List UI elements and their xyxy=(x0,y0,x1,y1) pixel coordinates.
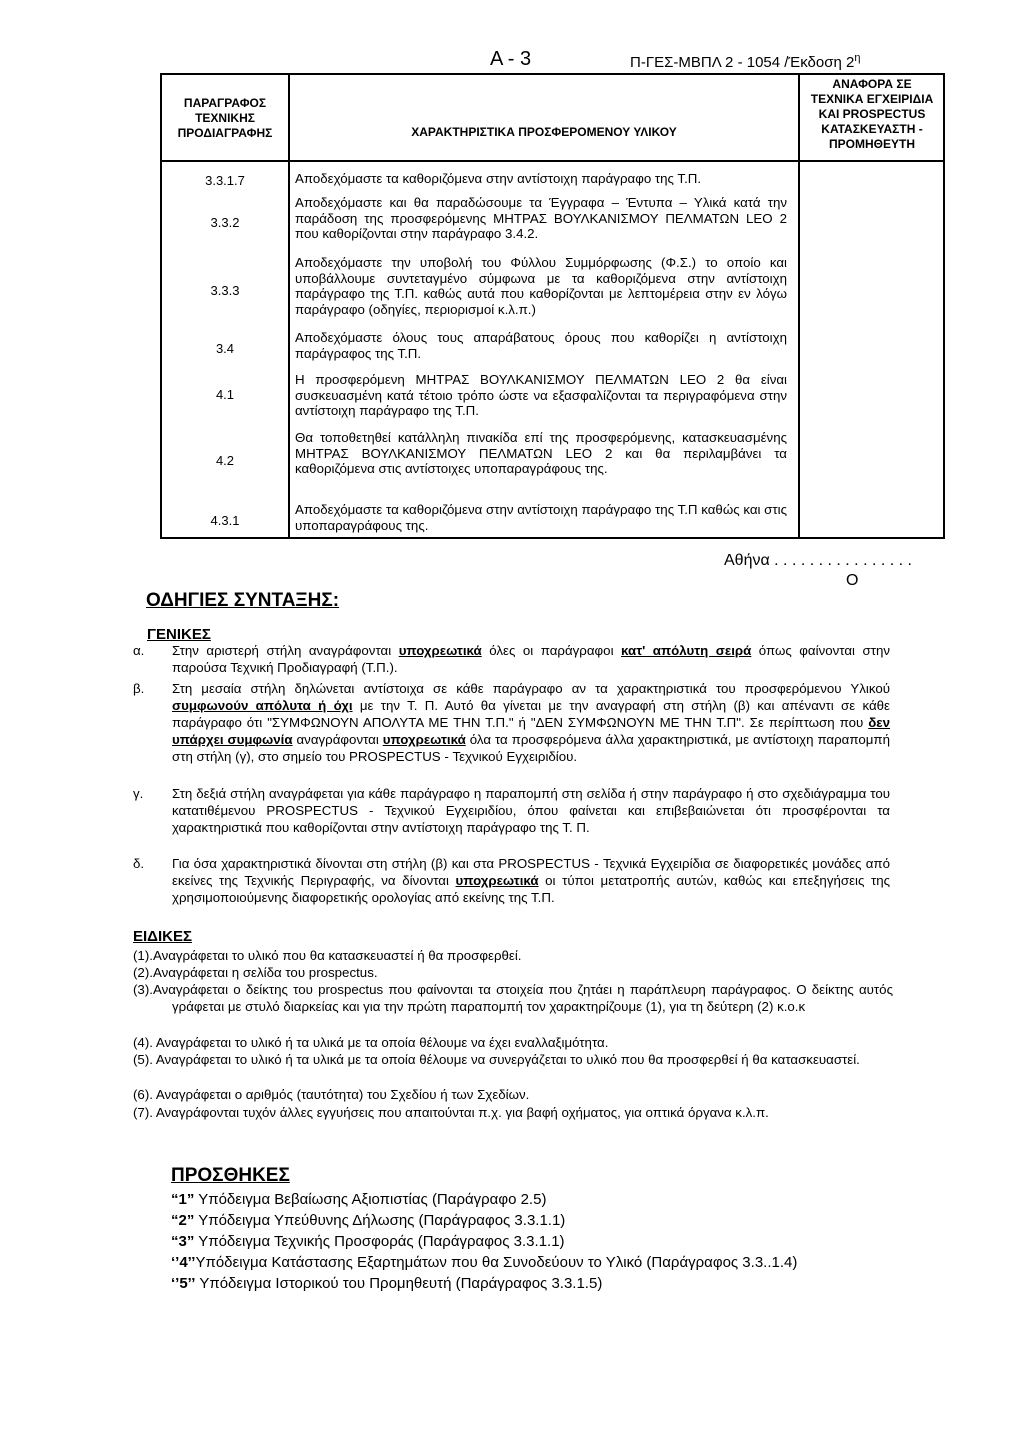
signature-place: Αθήνα . . . . . . . . . . . . . . . . xyxy=(724,552,912,569)
general-section-title: ΓΕΝΙΚΕΣ xyxy=(147,626,211,643)
specific-item: (2).Αναγράφεται η σελίδα του prospectus. xyxy=(133,965,378,980)
annex-item xyxy=(171,1210,565,1231)
item-label: δ. xyxy=(133,856,145,871)
paragraph-number: 3.3.2 xyxy=(210,215,240,230)
annex-item xyxy=(171,1273,602,1294)
paragraph-number: 4.3.1 xyxy=(210,513,240,528)
text-span: Στη μεσαία στήλη δηλώνεται αντίστοιχα σε κάθε παράγραφο αν τα χαρακτηριστικά του προσφερόμενου Υλικού xyxy=(172,681,890,696)
annex-text: Υπόδειγμα Βεβαίωσης Αξιοπιστίας (Παράγραφο 2.5) xyxy=(194,1191,547,1208)
column-header-paragraph xyxy=(162,96,288,141)
paragraph-text: Αποδεχόμαστε και θα παραδώσουμε τα Έγγραφα – Έντυπα – Υλικά κατά την παράδοση της προσφερόμενης ΜΗΤΡΑΣ ΒΟΥΛΚΑΝΙΣΜΟΥ ΠΕΛΜΑΤΩΝ LEO 2 που καθορίζονται στην παράγραφο 3.4.2. xyxy=(295,195,787,241)
annex-item xyxy=(171,1231,565,1252)
text-span: Για όσα χαρακτηριστικά δίνονται στη στήλη (β) και στα PROSPECTUS - Τεχνικά Εγχειρίδια σε διαφορετικές μονάδες από εκείνες της Τεχνικής Περιγραφής, να δίνονται xyxy=(172,856,890,888)
specific-item: (6). Αναγράφεται ο αριθμός (ταυτότητα) του Σχεδίου ή των Σχεδίων. xyxy=(133,1087,530,1102)
page-number: Α - 3 xyxy=(490,48,532,70)
annex-text: Υπόδειγμα Κατάστασης Εξαρτημάτων που θα Συνοδεύουν το Υλικό (Παράγραφος 3.3..1.4) xyxy=(195,1254,798,1271)
annex-text: Υπόδειγμα Ιστορικού του Προμηθευτή (Παράγραφος 3.3.1.5) xyxy=(195,1275,603,1292)
emphasis: υποχρεωτικά xyxy=(398,643,482,658)
paragraph-number: 4.1 xyxy=(215,387,235,402)
header-line: ΤΕΧΝΙΚΗΣ xyxy=(195,111,255,125)
instruction-d xyxy=(172,855,890,906)
compliance-table xyxy=(160,73,945,539)
column-header-reference xyxy=(800,77,944,152)
annex-number: ‘’5’’ xyxy=(171,1275,196,1292)
item-label: α. xyxy=(133,643,145,658)
header-line: ΚΑΙ PROSPECTUS xyxy=(818,107,926,121)
edition-superscript: η xyxy=(854,52,861,64)
emphasis: υποχρεωτικά xyxy=(382,732,466,747)
paragraph-text: Θα τοποθετηθεί κατάλληλη πινακίδα επί της προσφερόμενης, κατασκευασμένης ΜΗΤΡΑΣ ΒΟΥΛΚΑΝΙΣΜΟΥ ΠΕΛΜΑΤΩΝ LEO 2 και θα περιλαμβάνει τα καθοριζόμενα στις αντίστοιχες υποπαραγράφους της. xyxy=(295,430,787,476)
instruction-b xyxy=(172,680,890,765)
text-span: όπως φαίνονται στην παρούσα Τεχνική Προδιαγραφή (Τ.Π.). xyxy=(172,643,890,675)
header-line: ΠΡΟΜΗΘΕΥΤΗ xyxy=(828,137,915,151)
emphasis: συμφωνούν απόλυτα ή όχι xyxy=(172,698,353,713)
emphasis: υποχρεωτικά xyxy=(455,873,539,888)
table-header-rule xyxy=(162,160,943,162)
signature-signer: Ο xyxy=(846,572,859,589)
header-line: ΤΕΧΝΙΚΑ ΕΓΧΕΙΡΙΔΙΑ xyxy=(810,92,934,106)
specific-item: (7). Αναγράφονται τυχόν άλλες εγγυήσεις που απαιτούνται π.χ. για βαφή οχήματος, για οπτικά όργανα κ.λ.π. xyxy=(133,1105,769,1120)
annex-number: “1” xyxy=(171,1191,195,1208)
text-span: Στην αριστερή στήλη αναγράφονται xyxy=(172,643,399,658)
specific-item: (3).Αναγράφεται ο δείκτης του prospectus που φαίνονται τα στοιχεία που ζητάει η παράπλευρη παράγραφος. Ο δείκτης αυτός γράφεται με στυλό διαρκείας και για την πρώτη παραπομπή τον χαρακτηρίζουμε (1), για τη δεύτερη (2) κ.ο.κ xyxy=(133,982,893,1014)
specific-item: (5). Αναγράφεται το υλικό ή τα υλικά με τα οποία θέλουμε να συνεργάζεται το υλικό που θα προσφερθεί ή θα κατασκευαστεί. xyxy=(133,1052,860,1067)
document-reference xyxy=(630,52,860,71)
instructions-title: ΟΔΗΓΙΕΣ ΣΥΝΤΑΞΗΣ: xyxy=(146,590,340,611)
specific-section-title: ΕΙΔΙΚΕΣ xyxy=(133,928,192,945)
table-divider xyxy=(288,75,290,537)
paragraph-number: 3.3.1.7 xyxy=(205,173,245,188)
annex-item xyxy=(171,1189,546,1210)
instruction-a xyxy=(172,642,890,676)
header-line: ΠΡΟΔΙΑΓΡΑΦΗΣ xyxy=(177,126,273,140)
annex-number: “3” xyxy=(171,1233,195,1250)
header-line: ΠΑΡΑΓΡΑΦΟΣ xyxy=(183,96,267,110)
annex-item xyxy=(171,1252,797,1273)
specific-item: (1).Αναγράφεται το υλικό που θα κατασκευαστεί ή θα προσφερθεί. xyxy=(133,948,522,963)
annex-number: “2” xyxy=(171,1212,195,1229)
instruction-c: Στη δεξιά στήλη αναγράφεται για κάθε παράγραφο η παραπομπή στη σελίδα ή στην παράγραφο ή στο σχεδιάγραμμα του κατατιθέμενου PROSPECTUS - Τεχνικού Εγχειριδίου, όπου φαίνεται και επιβεβαιώνεται ότι προσφέρονται τα χαρακτηριστικά που καθορίζονται στην αντίστοιχη παράγραφο της Τ. Π. xyxy=(172,786,890,835)
paragraph-text: Αποδεχόμαστε τα καθοριζόμενα στην αντίστοιχη παράγραφο της Τ.Π. xyxy=(295,171,702,186)
item-label: β. xyxy=(133,681,145,696)
text-span: όλες οι παράγραφοι xyxy=(481,643,622,658)
column-header-characteristics: ΧΑΡΑΚΤΗΡΙΣΤΙΚΑ ΠΡΟΣΦΕΡΟΜΕΝΟΥ ΥΛΙΚΟΥ xyxy=(411,125,677,139)
text-span: οι τύποι μετατροπής αυτών, καθώς και επεξηγήσεις της χρησιμοποιούμενης διαφορετικής ορολογίας από εκείνης της Τ.Π. xyxy=(172,873,890,905)
annexes-title: ΠΡΟΣΘΗΚΕΣ xyxy=(171,1165,290,1186)
emphasis: δεν υπάρχει συμφωνία xyxy=(172,715,890,747)
item-label: γ. xyxy=(133,786,144,801)
paragraph-number: 4.2 xyxy=(215,453,235,468)
paragraph-text: Αποδεχόμαστε τα καθοριζόμενα στην αντίστοιχη παράγραφο της Τ.Π καθώς και στις υποπαραγράφους της. xyxy=(295,502,787,533)
header-line: ΚΑΤΑΣΚΕΥΑΣΤΗ - xyxy=(821,122,923,136)
annex-text: Υπόδειγμα Τεχνικής Προσφοράς (Παράγραφος 3.3.1.1) xyxy=(194,1233,565,1250)
paragraph-text: Αποδεχόμαστε όλους τους απαράβατους όρους που καθορίζει η αντίστοιχη παράγραφος της Τ.Π. xyxy=(295,330,787,361)
annex-number: ‘’4’’ xyxy=(171,1254,196,1271)
text-span: με την Τ. Π. Αυτό θα γίνεται με την αναγραφή στη στήλη (β) και απέναντι σε κάθε παράγραφο ότι "ΣΥΜΦΩΝΟΥΝ ΑΠΟΛΥΤΑ ΜΕ ΤΗΝ Τ.Π." ή "ΔΕΝ ΣΥΜΦΩΝΟΥΝ ΜΕ ΤΗΝ Τ.Π". Σε περίπτωση που xyxy=(172,698,890,730)
header-line: ΑΝΑΦΟΡΑ ΣΕ xyxy=(832,77,912,91)
paragraph-number: 3.4 xyxy=(215,341,235,356)
annex-text: Υπόδειγμα Υπεύθυνης Δήλωσης (Παράγραφος 3.3.1.1) xyxy=(194,1212,566,1229)
paragraph-text: Αποδεχόμαστε την υποβολή του Φύλλου Συμμόρφωσης (Φ.Σ.) το οποίο και υποβάλλουμε συντεταγμένο σύμφωνα με τα καθοριζόμενα στην αντίστοιχη παράγραφο της Τ.Π. καθώς αυτά που καθορίζονται με λεπτομέρεια στην εν λόγω παράγραφο (οδηγίες, περιορισμοί κ.λ.π.) xyxy=(295,255,787,317)
text-span: όλα τα προσφερόμενα άλλα χαρακτηριστικά, με αντίστοιχη παραπομπή στη στήλη (γ), στο σημείο του PROSPECTUS - Τεχνικού Εγχειριδίου. xyxy=(172,732,890,764)
emphasis: κατ' απόλυτη σειρά xyxy=(621,643,752,658)
document-reference-text: Π-ΓΕΣ-ΜΒΠΛ 2 - 1054 /Έκδοση 2 xyxy=(630,54,855,71)
specific-item: (4). Αναγράφεται το υλικό ή τα υλικά με τα οποία θέλουμε να έχει εναλλαξιμότητα. xyxy=(133,1035,609,1050)
text-span: αναγράφονται xyxy=(292,732,383,747)
paragraph-text: Η προσφερόμενη ΜΗΤΡΑΣ ΒΟΥΛΚΑΝΙΣΜΟΥ ΠΕΛΜΑΤΩΝ LEO 2 θα είναι συσκευασμένη κατά τέτοιο τρόπο ώστε να εξασφαλίζονται τα περιγραφόμενα στην αντίστοιχη παράγραφο της Τ.Π. xyxy=(295,372,787,418)
paragraph-number: 3.3.3 xyxy=(210,283,240,298)
